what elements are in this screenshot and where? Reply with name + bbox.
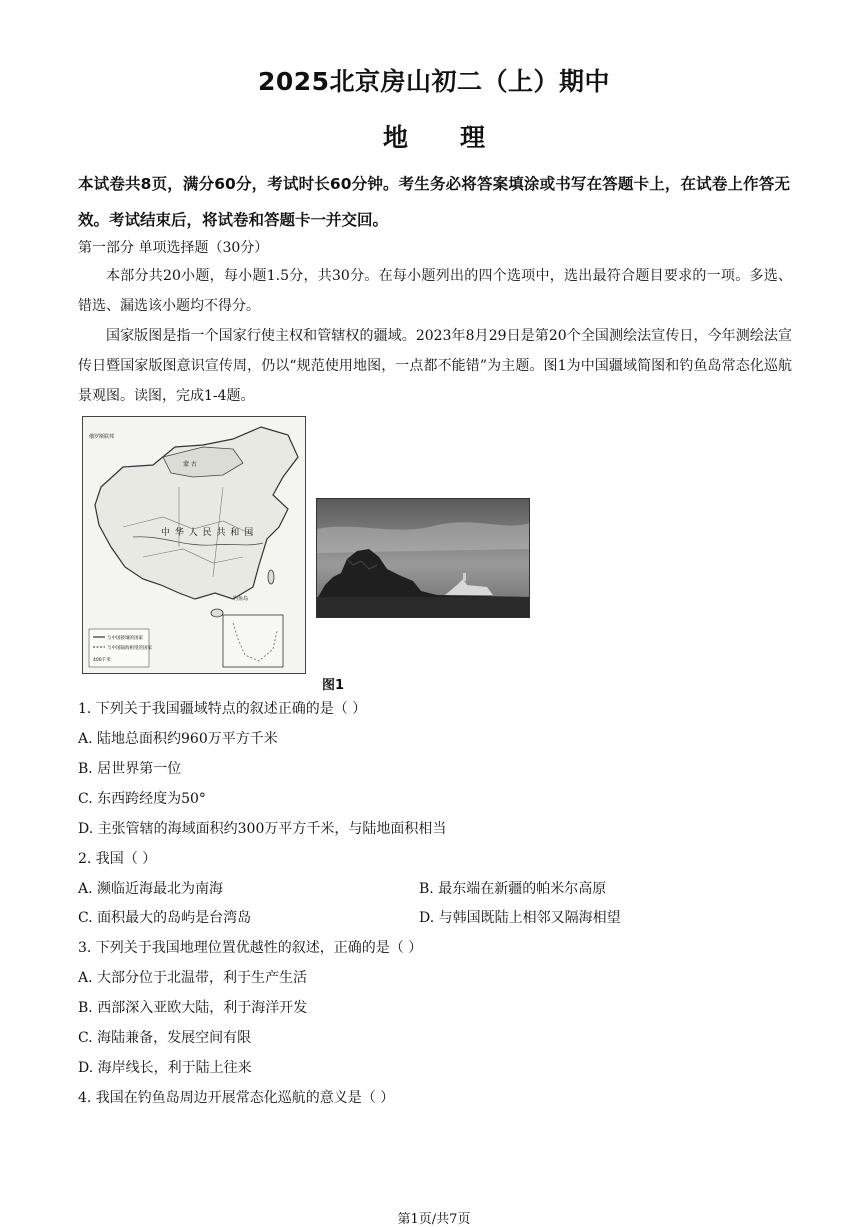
subject-title [0, 118, 868, 154]
china-territory-map [82, 416, 306, 674]
map-legend-sea-neighbor: 与中国隔海相望的国家 [107, 646, 152, 651]
question-3-option-a: A. 大部分位于北温带，利于生产生活 [78, 970, 308, 986]
section-intro: 本部分共20小题，每小题1.5分，共30分。在每小题列出的四个选项中，选出最符合题目要求的一项。多选、错选、漏选该小题均不得分。 [78, 268, 792, 314]
question-2-option-c: C. 面积最大的岛屿是台湾岛 [78, 910, 252, 926]
question-1-option-b: B. 居世界第一位 [78, 761, 182, 777]
subject-char-2: 理 [460, 123, 486, 152]
page-footer: 第1页/共7页 [397, 1212, 471, 1227]
question-2-option-d: D. 与韩国既陆上相邻又隔海相望 [419, 910, 621, 926]
question-1-option-a: A. 陆地总面积约960万平方千米 [78, 731, 278, 747]
question-3-option-c: C. 海陆兼备，发展空间有限 [78, 1030, 252, 1046]
question-2-option-a: A. 濒临近海最北为南海 [78, 881, 224, 897]
question-context: 国家版图是指一个国家行使主权和管辖权的疆域。2023年8月29日是第20个全国测绘法宣传日，今年测绘法宣传日暨国家版图意识宣传周，仍以“规范使用地图，一点都不能错”为主题。图1为中国疆域简图和钓鱼岛常态化巡航景观图。读图，完成1-4题。 [78, 328, 792, 404]
subject-char-1: 地 [382, 123, 408, 152]
photo-drawing [317, 499, 529, 617]
map-label-russia: 俄罗斯联邦 [89, 434, 115, 440]
exam-notice: 本试卷共8页，满分60分，考试时长60分钟。考生务必将答案填涂或书写在答题卡上，在试卷上作答无效。考试结束后，将试卷和答题卡一并交回。 [78, 175, 790, 229]
question-1-option-d: D. 主张管辖的海域面积约300万平方千米，与陆地面积相当 [78, 821, 447, 837]
question-2-stem: 2. 我国（ ） [78, 851, 157, 867]
exam-title: 2025北京房山初二（上）期中 [257, 67, 611, 96]
question-1-option-c: C. 东西跨经度为50° [78, 791, 206, 807]
map-label-diaoyu: 钓鱼岛 [233, 596, 249, 602]
question-3-stem: 3. 下列关于我国地理位置优越性的叙述，正确的是（ ） [78, 940, 423, 956]
question-3-option-b: B. 西部深入亚欧大陆，利于海洋开发 [78, 1000, 308, 1016]
question-1-stem: 1. 下列关于我国疆域特点的叙述正确的是（ ） [78, 701, 367, 717]
map-country-label: 中 华 人 民 共 和 国 [161, 528, 255, 538]
question-4-stem: 4. 我国在钓鱼岛周边开展常态化巡航的意义是（ ） [78, 1090, 395, 1106]
section-title: 第一部分 单项选择题（30分） [78, 240, 269, 256]
map-scale-label: 400千米 [93, 658, 111, 663]
map-legend-land-neighbor: 与中国接壤的国家 [107, 636, 143, 641]
map-label-mongolia: 蒙 古 [183, 461, 197, 468]
question-3-option-d: D. 海岸线长，利于陆上往来 [78, 1060, 252, 1076]
diaoyu-patrol-photo [316, 498, 530, 618]
figure-caption: 图1 [322, 678, 345, 693]
question-2-option-b: B. 最东端在新疆的帕米尔高原 [419, 881, 607, 897]
